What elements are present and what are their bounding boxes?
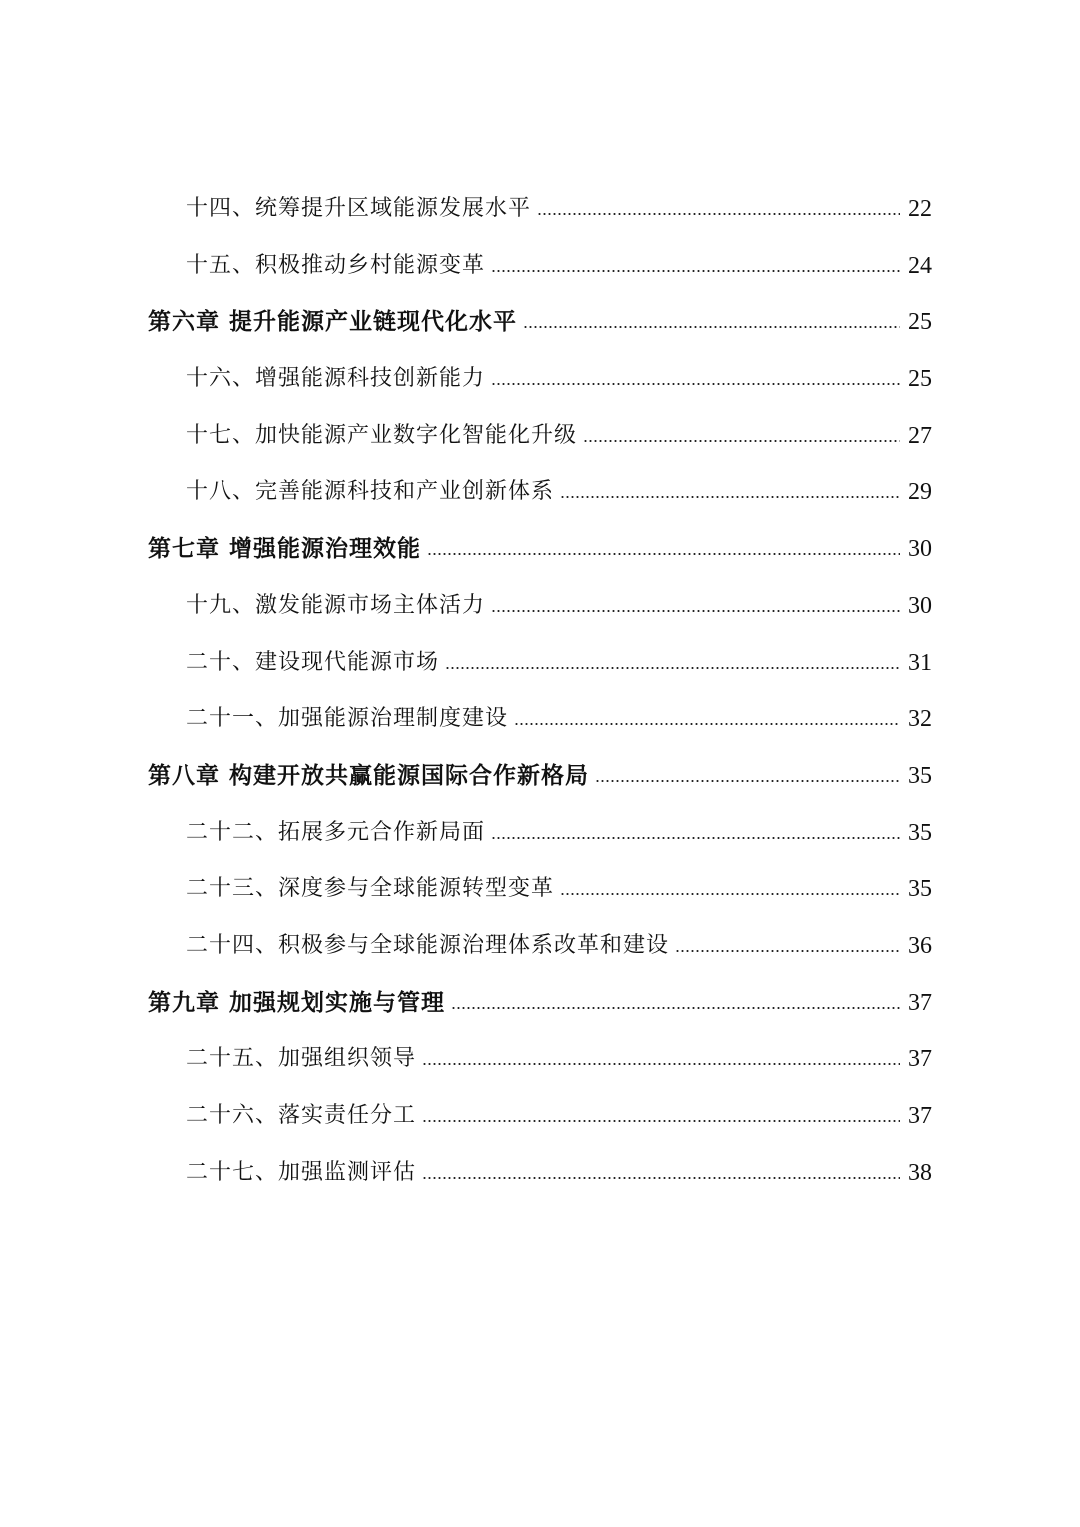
toc-page-number: 37 [908,1046,932,1073]
toc-page-number: 29 [908,479,932,506]
toc-entry-row [186,1154,932,1188]
toc-entry-row [186,814,932,848]
toc-entry-row [186,247,932,281]
toc-section-entry [0,634,1080,691]
toc-section-entry [0,860,1080,917]
toc-entry-row [186,1040,932,1074]
toc-entry-title: 二十三、深度参与全球能源转型变革 [186,876,555,902]
toc-section-entry [0,1144,1080,1201]
toc-entry-title: 二十七、加强监测评估 [186,1159,417,1185]
dot-leader [675,948,900,954]
dot-leader [445,665,900,671]
dot-leader [422,1175,900,1181]
toc-page-number: 30 [908,592,932,619]
toc-entry-row [148,530,932,564]
toc-entry-title: 二十五、加强组织领导 [186,1046,417,1072]
toc-entry-title: 十六、增强能源科技创新能力 [186,366,486,392]
toc-entry-title: 第六章 提升能源产业链现代化水平 [148,308,518,336]
toc-section-entry [0,407,1080,464]
toc-entry-row [186,587,932,621]
dot-leader [583,438,900,444]
toc-chapter-entry [0,520,1080,577]
toc-page-number: 37 [908,989,932,1016]
dot-leader [422,1061,900,1067]
toc-chapter-entry [0,974,1080,1031]
toc-entry-row [186,360,932,394]
toc-chapter-entry [0,293,1080,350]
toc-entry-row [186,1097,932,1131]
toc-section-entry [0,1087,1080,1144]
toc-entry-row [186,870,932,904]
toc-entry-title: 十四、统筹提升区域能源发展水平 [186,196,532,221]
dot-leader [451,1005,900,1011]
toc-section-entry [0,1030,1080,1087]
toc-entry-title: 十八、完善能源科技和产业创新体系 [186,479,555,505]
toc-entry-row [186,473,932,507]
toc-page-number: 35 [908,762,932,789]
toc-entry-row [186,644,932,678]
toc-entry-title: 十七、加快能源产业数字化智能化升级 [186,422,578,448]
toc-entry-row [148,984,932,1018]
toc-entry-row [186,417,932,451]
dot-leader [491,608,900,614]
dot-leader [523,324,900,330]
toc-entry-row [186,700,932,734]
toc-page-number: 27 [908,422,932,449]
toc-entry-title: 十九、激发能源市场主体活力 [186,592,486,618]
dot-leader [491,381,900,387]
dot-leader [427,551,900,557]
toc-entry-title: 第九章 加强规划实施与管理 [148,988,446,1016]
toc-entry-title: 第八章 构建开放共赢能源国际合作新格局 [148,761,590,789]
toc-section-entry [0,180,1080,237]
toc-page-number: 30 [908,536,932,563]
toc-section-entry [0,463,1080,520]
toc-page-number: 37 [908,1103,932,1129]
toc-entry-row [186,927,932,961]
table-of-contents [0,180,1080,1200]
toc-page-number: 24 [908,252,932,279]
toc-page-number: 31 [908,649,932,676]
toc-entry-title: 十五、积极推动乡村能源变革 [186,252,486,278]
toc-entry-row [148,303,932,337]
toc-entry-row [148,757,932,791]
toc-page-number: 36 [908,932,932,959]
toc-entry-title: 第七章 增强能源治理效能 [148,535,422,563]
dot-leader [514,721,900,727]
toc-page-number: 22 [908,196,932,222]
toc-section-entry [0,237,1080,294]
dot-leader [491,268,900,274]
toc-page-number: 35 [908,876,932,903]
dot-leader [491,835,900,841]
toc-entry-title: 二十一、加强能源治理制度建设 [186,706,509,732]
toc-chapter-entry [0,747,1080,804]
toc-entry-title: 二十二、拓展多元合作新局面 [186,819,486,845]
toc-page-number: 38 [908,1159,932,1186]
toc-page-number: 25 [908,366,932,393]
dot-leader [537,211,900,217]
dot-leader [422,1118,900,1124]
toc-section-entry [0,690,1080,747]
toc-entry-title: 二十四、积极参与全球能源治理体系改革和建设 [186,932,670,958]
dot-leader [560,891,900,897]
toc-section-entry [0,577,1080,634]
toc-entry-row [186,190,932,224]
dot-leader [560,494,900,500]
dot-leader [595,778,900,784]
toc-section-entry [0,917,1080,974]
toc-page-number: 25 [908,309,932,336]
toc-entry-title: 二十六、落实责任分工 [186,1103,417,1128]
toc-entry-title: 二十、建设现代能源市场 [186,649,440,675]
toc-section-entry [0,804,1080,861]
toc-section-entry [0,350,1080,407]
toc-page-number: 35 [908,819,932,846]
toc-page-number: 32 [908,706,932,733]
